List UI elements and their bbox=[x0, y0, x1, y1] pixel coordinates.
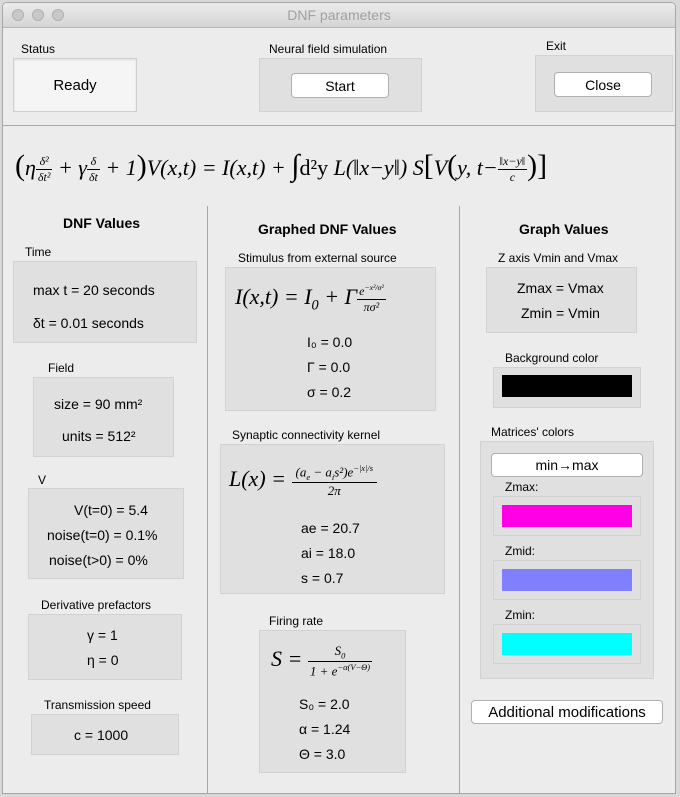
z-axis-panel bbox=[486, 267, 637, 333]
time-label: Time bbox=[25, 245, 52, 259]
exit-label: Exit bbox=[546, 39, 567, 53]
window-title: DNF parameters bbox=[287, 7, 391, 23]
graphed-dnf-values-header: Graphed DNF Values bbox=[258, 221, 397, 237]
matrices-colors-label: Matrices' colors bbox=[491, 425, 574, 439]
ai-value: ai = 18.0 bbox=[301, 545, 356, 561]
start-button[interactable]: Start bbox=[291, 73, 389, 98]
additional-modifications-button[interactable]: Additional modifications bbox=[471, 700, 663, 724]
v-initial-value: V(t=0) = 5.4 bbox=[74, 502, 148, 518]
field-size-value: size = 90 mm² bbox=[54, 396, 143, 412]
zmax-color-swatch[interactable] bbox=[502, 505, 632, 527]
zmax-color-label: Zmax: bbox=[505, 480, 539, 494]
zmin-color-swatch[interactable] bbox=[502, 633, 632, 655]
zmax-value: Zmax = Vmax bbox=[517, 280, 604, 296]
graph-values-header: Graph Values bbox=[519, 221, 609, 237]
derivative-prefactors-panel bbox=[28, 614, 182, 680]
gamma-value: γ = 1 bbox=[87, 627, 118, 643]
sigma-value: σ = 0.2 bbox=[307, 384, 352, 400]
z-axis-label: Z axis Vmin and Vmax bbox=[498, 251, 619, 265]
dt-value: δt = 0.01 seconds bbox=[33, 315, 144, 331]
max-t-value: max t = 20 seconds bbox=[33, 282, 155, 298]
neural-field-equation: (η $\frac{\text{δ²}}{\text{δt²}}$ + γ $\frac{\delta}{\delta t}$ + 1)V(x,t) = I(x,t) + ∫d²y L(‖x−y‖) S[V(y, t− $\frac{‖x-y‖}{c}$ )] bbox=[15, 149, 548, 185]
firing-rate-equation: S = $\frac{S_0}{1 + e^{-\alpha(V-\Theta)}}$ bbox=[271, 643, 371, 678]
close-button[interactable]: Close bbox=[554, 72, 652, 97]
status-label: Status bbox=[21, 42, 56, 56]
dnf-parameters-window bbox=[2, 2, 676, 794]
title-bar bbox=[3, 3, 675, 28]
s-value: s = 0.7 bbox=[301, 570, 344, 586]
gamma-stimulus-value: Γ = 0.0 bbox=[307, 359, 351, 375]
synaptic-kernel-label: Synaptic connectivity kernel bbox=[232, 428, 381, 442]
ae-value: ae = 20.7 bbox=[301, 520, 360, 536]
zmid-color-label: Zmid: bbox=[505, 544, 535, 558]
background-color-label: Background color bbox=[505, 351, 599, 365]
noise-ongoing-value: noise(t>0) = 0% bbox=[49, 552, 148, 568]
top-divider bbox=[3, 125, 676, 126]
background-color-swatch[interactable] bbox=[502, 375, 632, 397]
field-panel bbox=[33, 377, 174, 457]
field-label: Field bbox=[48, 361, 75, 375]
min-max-button[interactable]: min→max bbox=[491, 453, 643, 477]
column-divider-1 bbox=[207, 206, 208, 794]
zmid-color-swatch[interactable] bbox=[502, 569, 632, 591]
derivative-prefactors-label: Derivative prefactors bbox=[41, 598, 152, 612]
field-units-value: units = 512² bbox=[62, 428, 136, 444]
transmission-speed-label: Transmission speed bbox=[44, 698, 151, 712]
i0-value: I₀ = 0.0 bbox=[307, 334, 353, 350]
kernel-equation: L(x) = $\frac{(a_e - a_is^2)e^{-|x|/s}}{2\pi}$ bbox=[229, 463, 377, 499]
eta-value: η = 0 bbox=[87, 652, 119, 668]
s0-value: S₀ = 2.0 bbox=[299, 696, 350, 712]
stimulus-equation: $I(x,t) = I_0 + \Gamma$ $\frac{e^{-x^2/\sigma^2}}{\text{πσ²}}$ bbox=[235, 283, 384, 314]
zmin-value: Zmin = Vmin bbox=[521, 305, 600, 321]
dnf-values-header: DNF Values bbox=[63, 215, 141, 231]
column-divider-2 bbox=[459, 206, 460, 794]
theta-value: Θ = 3.0 bbox=[299, 746, 346, 762]
status-value: Ready bbox=[53, 77, 97, 94]
noise-initial-value: noise(t=0) = 0.1% bbox=[47, 527, 158, 543]
stimulus-label: Stimulus from external source bbox=[238, 251, 397, 265]
firing-rate-label: Firing rate bbox=[269, 614, 324, 628]
zmin-color-label: Zmin: bbox=[505, 608, 535, 622]
neural-field-simulation-label: Neural field simulation bbox=[269, 42, 388, 56]
status-box bbox=[13, 58, 137, 112]
transmission-speed-value: c = 1000 bbox=[74, 727, 129, 743]
alpha-value: α = 1.24 bbox=[299, 721, 351, 737]
v-label: V bbox=[38, 473, 47, 487]
